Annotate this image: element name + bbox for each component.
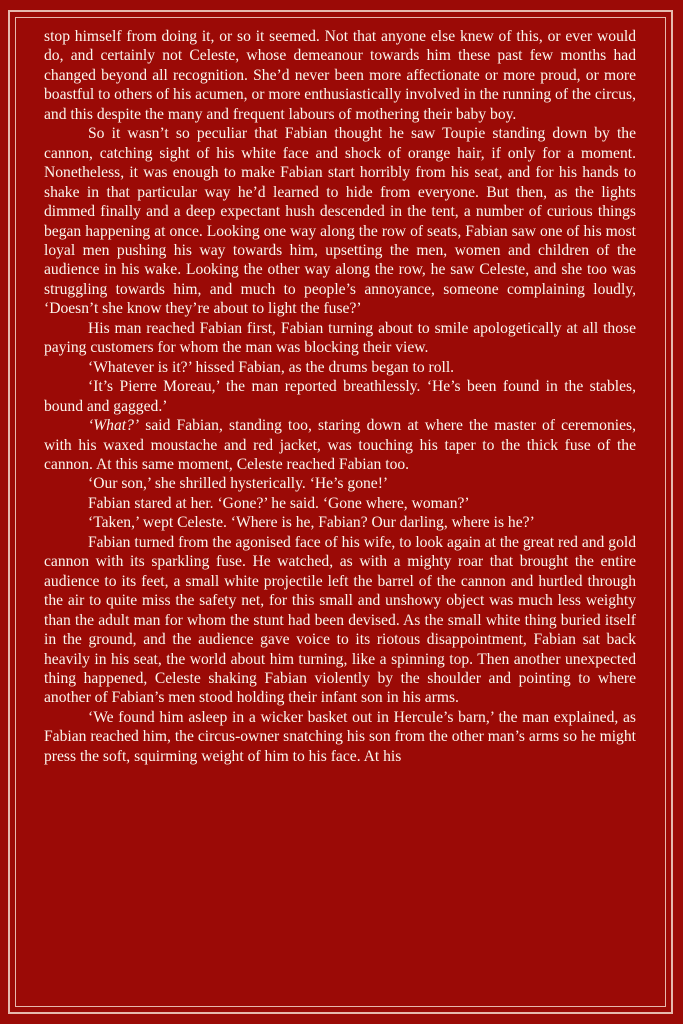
paragraph: ‘Our son,’ she shrilled hysterically. ‘He’s gone!’: [88, 475, 389, 493]
paragraph: stop himself from doing it, or so it seemed. Not that anyone else knew of this, or ever would do, and certainly not Celeste, whose demeanour towards him these past few months had changed beyond all recognition. She’d never been more affectionate or more proud, or more boastful to others of his acumen, or more enthusiastically involved in the running of the circus, and this despite the many and frequent labours of mothering their baby boy.: [44, 28, 636, 123]
book-page-text: [44, 27, 636, 766]
paragraph: ‘Whatever is it?’ hissed Fabian, as the drums began to roll.: [88, 358, 455, 376]
paragraph: So it wasn’t so peculiar that Fabian thought he saw Toupie standing down by the cannon, catching sight of his white face and shock of orange hair, if only for a moment. Nonetheless, it was enough to make Fabian start horribly from his seat, and for his hands to shake in that particular way he’d learned to hide from everyone. But then, as the lights dimmed finally and a deep expectant hush descended in the tent, a number of curious things began happening at once. Looking one way along the row of seats, Fabian saw one of his most loyal men pushing his way towards him, upsetting the men, women and children of the audience in his wake. Looking the other way along the row, he saw Celeste, and she too was struggling towards him, and much to people’s annoyance, someone complaining loudly, ‘Doesn’t she know they’re about to light the fuse?’: [44, 125, 636, 318]
paragraph: [44, 416, 636, 474]
paragraph: ‘We found him asleep in a wicker basket out in Hercule’s barn,’ the man explained, as Fabian reached him, the circus-owner snatching his son from the other man’s arms so he might press the soft, squirming weight of him to his face. At his: [44, 708, 636, 765]
paragraph: ‘It’s Pierre Moreau,’ the man reported breathlessly. ‘He’s been found in the stables, bound and gagged.’: [44, 378, 636, 415]
paragraph-text: said Fabian, standing too, staring down at where the master of ceremonies, with his waxed moustache and red jacket, was touching his taper to the thick fuse of the cannon. At this same moment, Celeste reached Fabian too.: [44, 417, 636, 473]
emphasis: ‘What?’: [88, 417, 140, 435]
paragraph: ‘Taken,’ wept Celeste. ‘Where is he, Fabian? Our darling, where is he?’: [88, 514, 535, 532]
paragraph: His man reached Fabian first, Fabian turning about to smile apologetically at all those paying customers for whom the man was blocking their view.: [44, 319, 636, 357]
paragraph: Fabian stared at her. ‘Gone?’ he said. ‘Gone where, woman?’: [88, 494, 470, 512]
paragraph: Fabian turned from the agonised face of his wife, to look again at the great red and gold cannon with its sparkling fuse. He watched, as with a mighty roar that brought the entire audience to its feet, a small white projectile left the barrel of the cannon and hurtled through the air to quite miss the safety net, for this small and unshowy object was much less weighty than the adult man for whom the stunt had been devised. As the small white thing buried itself in the ground, and the audience gave voice to its riotous disappointment, Fabian sat back heavily in his seat, the world about him turning, like a spinning top. Then another unexpected thing happened, Celeste shaking Fabian violently by the shoulder and pointing to where another of Fabian’s men stood holding their infant son in his arms.: [44, 533, 636, 707]
